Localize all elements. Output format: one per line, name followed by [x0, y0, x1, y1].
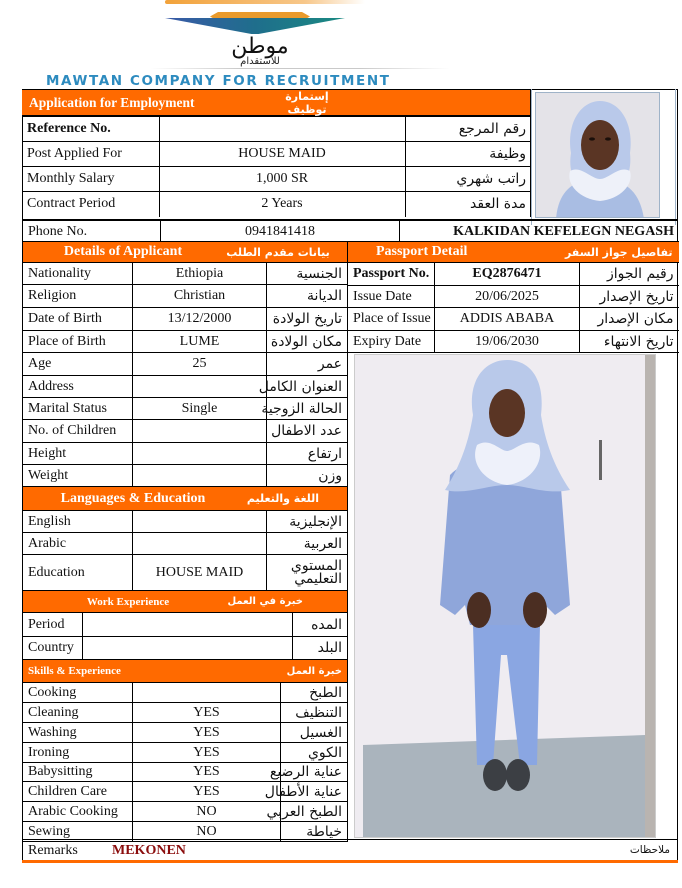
logo-divider [150, 68, 450, 69]
skills-table [22, 659, 348, 842]
table-row [23, 263, 348, 285]
table-row [23, 285, 348, 308]
babysitting-value: YES [133, 763, 281, 782]
applicant-full-body-photo [354, 354, 656, 838]
expiry-date-label: Expiry Date [348, 331, 435, 353]
table-row [23, 331, 348, 353]
issue-date-label-ar: تاريخ الإصدار [580, 286, 679, 308]
post-applied-value: HOUSE MAID [159, 142, 405, 167]
english-label: English [23, 511, 133, 533]
phone-row [22, 219, 678, 241]
ironing-label-ar: الكوي [281, 743, 348, 763]
table-row [23, 398, 348, 420]
table-row [22, 167, 531, 192]
languages-header [23, 487, 348, 511]
logo-arabic-text: موطن [231, 34, 289, 59]
work-experience-title: Work Experience [86, 595, 170, 608]
cleaning-label-ar: التنظيف [281, 703, 348, 723]
cooking-label: Cooking [23, 683, 133, 703]
age-value: 25 [133, 353, 267, 376]
weight-label-ar: وزن [267, 465, 348, 487]
table-row [23, 613, 348, 637]
address-value [133, 376, 267, 398]
english-label-ar: الإنجليزية [267, 511, 348, 533]
passport-no-value: EQ2876471 [435, 263, 580, 286]
nationality-label-ar: الجنسية [267, 263, 348, 285]
remarks-value: MEKONEN [112, 843, 186, 858]
passport-table [347, 241, 679, 353]
table-row [23, 555, 348, 591]
period-label: Period [23, 613, 83, 637]
education-label-ar: المستوي التعليمي [267, 555, 348, 591]
table-row [22, 117, 531, 142]
cooking-value [133, 683, 281, 703]
table-row [23, 420, 348, 443]
monthly-salary-label-ar: راتب شهري [405, 167, 531, 192]
portrait-image-icon [536, 93, 660, 218]
weight-value [133, 465, 267, 487]
arabic-cooking-label: Arabic Cooking [23, 802, 133, 822]
table-row [23, 353, 348, 376]
phone-value: 0941841418 [160, 221, 400, 243]
country-label: Country [23, 637, 83, 660]
passport-header [348, 242, 679, 263]
table-row [23, 308, 348, 331]
remarks-row [22, 839, 678, 863]
religion-label-ar: الديانة [267, 285, 348, 308]
logo-chevron-shape [165, 18, 345, 34]
work-experience-header [23, 591, 348, 613]
table-row [348, 286, 679, 308]
contract-period-label: Contract Period [22, 192, 159, 217]
monthly-salary-value: 1,000 SR [159, 167, 405, 192]
application-title: Application for Employment [29, 94, 195, 110]
table-row [22, 192, 531, 217]
dob-label: Date of Birth [23, 308, 133, 331]
expiry-date-label-ar: تاريخ الانتهاء [580, 331, 679, 353]
age-label: Age [23, 353, 133, 376]
period-value [83, 613, 293, 637]
company-logo [150, 0, 530, 72]
applicant-details-table [22, 241, 348, 591]
place-of-issue-label: Place of Issue [348, 308, 435, 331]
table-row [23, 443, 348, 465]
marital-status-label: Marital Status [23, 398, 133, 420]
height-value [133, 443, 267, 465]
religion-label: Religion [23, 285, 133, 308]
applicant-portrait-photo [535, 92, 660, 218]
languages-title-ar: اللغة والتعليم [246, 492, 320, 505]
babysitting-label: Babysitting [23, 763, 133, 782]
washing-value: YES [133, 723, 281, 743]
table-row [23, 723, 348, 743]
reference-label-ar: رقم المرجع [405, 117, 531, 142]
arabic-label: Arabic [23, 533, 133, 555]
monthly-salary-label: Monthly Salary [22, 167, 159, 192]
languages-title: Languages & Education [60, 490, 206, 506]
period-label-ar: المده [293, 613, 348, 637]
sewing-value: NO [133, 822, 281, 842]
table-row [23, 763, 348, 782]
company-name: MAWTAN COMPANY FOR RECRUITMENT [46, 73, 391, 89]
dob-label-ar: تاريخ الولادة [267, 308, 348, 331]
marital-status-value: Single [133, 398, 267, 420]
applicant-name: KALKIDAN KEFELEGN NEGASH [453, 224, 674, 239]
post-applied-label-ar: وظيفة [405, 142, 531, 167]
nationality-value: Ethiopia [133, 263, 267, 285]
arabic-cooking-value: NO [133, 802, 281, 822]
details-title: Details of Applicant [63, 244, 183, 259]
cooking-label-ar: الطبخ [281, 683, 348, 703]
place-of-issue-value: ADDIS ABABA [435, 308, 580, 331]
address-label: Address [23, 376, 133, 398]
english-value [133, 511, 267, 533]
table-row [348, 263, 679, 286]
height-label: Height [23, 443, 133, 465]
marital-status-label-ar: الحالة الزوجية [267, 398, 348, 420]
work-experience-title-ar: خبرة في العمل [227, 596, 303, 607]
place-of-birth-label-ar: مكان الولادة [267, 331, 348, 353]
arabic-value [133, 533, 267, 555]
skills-title-ar: خبرة العمل [286, 665, 343, 677]
washing-label: Washing [23, 723, 133, 743]
contract-period-value: 2 Years [159, 192, 405, 217]
table-row [348, 331, 679, 353]
issue-date-value: 20/06/2025 [435, 286, 580, 308]
table-row [23, 376, 348, 398]
place-of-birth-label: Place of Birth [23, 331, 133, 353]
table-row [23, 533, 348, 555]
children-value [133, 420, 267, 443]
passport-title-ar: تفاصيل جواز السفر [564, 245, 673, 259]
skills-title: Skills & Experience [28, 665, 121, 677]
place-of-issue-label-ar: مكان الإصدار [580, 308, 679, 331]
table-row [22, 142, 531, 167]
remarks-label: Remarks [28, 843, 78, 858]
table-row [23, 637, 348, 660]
weight-label: Weight [23, 465, 133, 487]
children-care-label: Children Care [23, 782, 133, 802]
application-title-ar: إستمارة توظيف [285, 89, 329, 116]
nationality-label: Nationality [23, 263, 133, 285]
education-value: HOUSE MAID [133, 555, 267, 591]
contract-period-label-ar: مدة العقد [405, 192, 531, 217]
table-row [348, 308, 679, 331]
age-label-ar: عمر [267, 353, 348, 376]
expiry-date-value: 19/06/2030 [435, 331, 580, 353]
application-section [22, 90, 531, 217]
passport-title: Passport Detail [376, 244, 468, 259]
children-care-label-ar: عناية الأطفال [281, 782, 348, 802]
full-body-image-icon [355, 355, 656, 838]
children-label-ar: عدد الاطفال [267, 420, 348, 443]
logo-top-bar [165, 0, 365, 4]
babysitting-label-ar: عناية الرضيع [281, 763, 348, 782]
arabic-label-ar: العربية [267, 533, 348, 555]
washing-label-ar: الغسيل [281, 723, 348, 743]
dob-value: 13/12/2000 [133, 308, 267, 331]
remarks-label-ar: ملاحظات [629, 844, 670, 856]
details-title-ar: بيانات مقدم الطلب [226, 245, 330, 259]
passport-no-label-ar: رقيم الجواز [580, 263, 679, 286]
issue-date-label: Issue Date [348, 286, 435, 308]
ironing-value: YES [133, 743, 281, 763]
work-experience-table [22, 590, 348, 660]
country-value [83, 637, 293, 660]
post-applied-label: Post Applied For [22, 142, 159, 167]
cleaning-value: YES [133, 703, 281, 723]
reference-value [159, 117, 405, 142]
ironing-label: Ironing [23, 743, 133, 763]
table-row [23, 465, 348, 487]
skills-header [23, 660, 348, 683]
children-care-value: YES [133, 782, 281, 802]
religion-value: Christian [133, 285, 267, 308]
table-row [23, 782, 348, 802]
address-label-ar: العنوان الكامل [267, 376, 348, 398]
applicant-details-column [22, 241, 347, 842]
application-header [22, 90, 530, 116]
table-row [23, 703, 348, 723]
country-label-ar: البلد [293, 637, 348, 660]
children-label: No. of Children [23, 420, 133, 443]
place-of-birth-value: LUME [133, 331, 267, 353]
height-label-ar: ارتفاع [267, 443, 348, 465]
logo-arabic-subtext: للاستقدام [240, 56, 280, 67]
phone-label: Phone No. [28, 224, 88, 239]
reference-label: Reference No. [22, 117, 159, 142]
details-header [23, 242, 348, 263]
passport-no-label: Passport No. [348, 263, 435, 286]
sewing-label: Sewing [23, 822, 133, 842]
cleaning-label: Cleaning [23, 703, 133, 723]
table-row [23, 802, 348, 822]
education-label: Education [23, 555, 133, 591]
table-row [23, 743, 348, 763]
arabic-cooking-label-ar: الطبخ العربي [281, 802, 348, 822]
table-row [23, 683, 348, 703]
sewing-label-ar: خياطة [281, 822, 348, 842]
application-table [22, 116, 531, 217]
table-row [23, 511, 348, 533]
